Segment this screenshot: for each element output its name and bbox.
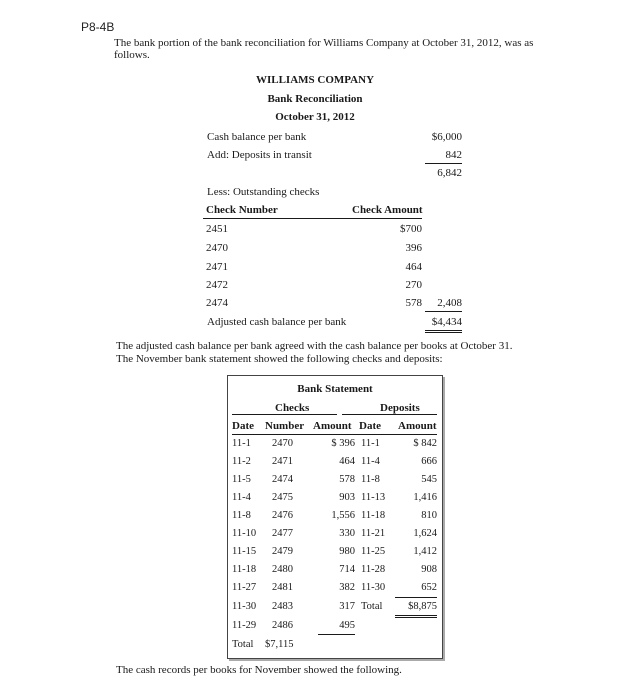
subtotal-rule [425, 163, 462, 164]
checks-total-value: $7,115 [265, 639, 294, 650]
row-amount: 714 [339, 564, 355, 575]
row-dep-amount: 908 [421, 564, 437, 575]
row-dep-amount: 1,412 [413, 546, 437, 557]
middle-line-2: The November bank statement showed the following checks and deposits: [116, 353, 443, 365]
deposits-group-header: Deposits [380, 402, 420, 414]
deposits-group-rule [342, 414, 437, 415]
row-amount: 330 [339, 528, 355, 539]
row-date: 11-4 [232, 492, 251, 503]
adjusted-balance-value: $4,434 [431, 316, 462, 328]
row-amount: 317 [339, 601, 355, 612]
col-dep-amount-header: Amount [398, 420, 437, 432]
check-amount: 578 [405, 297, 422, 309]
row-date: 11-8 [232, 510, 251, 521]
row-dep-date: 11-1 [361, 438, 380, 449]
deposits-label: Add: Deposits in transit [207, 149, 312, 161]
row-date: 11-10 [232, 528, 257, 539]
cash-per-bank-value: $6,000 [431, 131, 462, 143]
subtotal-value: 6,842 [437, 167, 462, 179]
recon-company: WILLIAMS COMPANY [255, 74, 375, 86]
check-number: 2471 [206, 261, 228, 273]
row-dep-date: 11-8 [361, 474, 380, 485]
row-dep-date: 11-13 [361, 492, 386, 503]
deposits-total-value: $8,875 [408, 601, 437, 612]
checks-total-value: 2,408 [437, 297, 462, 309]
row-amount: 464 [339, 456, 355, 467]
check-amount: $700 [400, 223, 422, 235]
row-date: 11-1 [232, 438, 251, 449]
row-dep-date: 11-18 [361, 510, 386, 521]
adjusted-rule-bottom [425, 332, 462, 333]
row-number: 2471 [272, 456, 293, 467]
row-amount: 382 [339, 582, 355, 593]
check-amount: 396 [405, 242, 422, 254]
row-amount: $ 396 [331, 438, 355, 449]
check-amount-header: Check Amount [352, 204, 423, 216]
row-dep-amount: 666 [421, 456, 437, 467]
row-dep-date: 11-30 [361, 582, 386, 593]
row-dep-amount: 652 [421, 582, 437, 593]
adjusted-balance-label: Adjusted cash balance per bank [207, 316, 347, 328]
checks-total-line [318, 634, 355, 635]
row-date: 11-18 [232, 564, 257, 575]
check-number-header: Check Number [206, 204, 278, 216]
check-number: 2470 [206, 242, 228, 254]
row-number: 2480 [272, 564, 293, 575]
row-dep-amount: 545 [421, 474, 437, 485]
row-dep-amount: 1,624 [413, 528, 437, 539]
middle-line-1: The adjusted cash balance per bank agreed with the cash balance per books at October 31. [116, 340, 513, 352]
checks-total-rule [425, 311, 462, 312]
col-amount-header: Amount [313, 420, 352, 432]
less-outstanding-label: Less: Outstanding checks [207, 186, 320, 198]
col-number-header: Number [265, 420, 305, 432]
row-number: 2470 [272, 438, 293, 449]
checks-header-rule [203, 218, 422, 219]
row-date: 11-2 [232, 456, 251, 467]
row-number: 2477 [272, 528, 293, 539]
adjusted-rule-top [425, 330, 462, 331]
row-dep-amount: 810 [421, 510, 437, 521]
column-header-rule [232, 434, 437, 435]
row-number: 2479 [272, 546, 293, 557]
row-dep-date: 11-21 [361, 528, 386, 539]
row-number: 2474 [272, 474, 293, 485]
deposits-total-double-rule-1 [395, 615, 437, 616]
check-number: 2474 [206, 297, 228, 309]
deposits-value: 842 [445, 149, 462, 161]
intro-line-2: follows. [114, 49, 150, 61]
row-dep-date: 11-4 [361, 456, 380, 467]
row-date: 11-15 [232, 546, 257, 557]
check-number: 2451 [206, 223, 228, 235]
col-dep-date-header: Date [359, 420, 381, 432]
deposits-total-label: Total [361, 601, 383, 612]
row-amount: 980 [339, 546, 355, 557]
row-number: 2476 [272, 510, 293, 521]
row-amount: 1,556 [331, 510, 355, 521]
row-date: 11-30 [232, 601, 257, 612]
footer-text: The cash records per books for November showed the following. [116, 664, 402, 676]
checks-group-header: Checks [275, 402, 310, 414]
intro-line-1: The bank portion of the bank reconciliation for Williams Company at October 31, 2012, was as [114, 37, 534, 49]
row-number: 2486 [272, 620, 293, 631]
row-amount: 903 [339, 492, 355, 503]
row-number: 2481 [272, 582, 293, 593]
check-amount: 270 [405, 279, 422, 291]
checks-group-rule [232, 414, 337, 415]
row-date: 11-5 [232, 474, 251, 485]
row-amount: 495 [339, 620, 355, 631]
check-amount: 464 [405, 261, 422, 273]
row-date: 11-27 [232, 582, 257, 593]
row-number: 2483 [272, 601, 293, 612]
deposits-total-rule [395, 597, 437, 598]
recon-date: October 31, 2012 [275, 111, 355, 123]
row-amount: 578 [339, 474, 355, 485]
deposits-total-double-rule-2 [395, 617, 437, 618]
row-dep-date: 11-28 [361, 564, 386, 575]
recon-title: Bank Reconciliation [267, 93, 363, 105]
row-date: 11-29 [232, 620, 257, 631]
row-dep-amount: 1,416 [413, 492, 437, 503]
row-dep-amount: $ 842 [413, 438, 437, 449]
statement-title: Bank Statement [297, 383, 373, 395]
check-number: 2472 [206, 279, 228, 291]
checks-total-label: Total [232, 639, 254, 650]
cash-per-bank-label: Cash balance per bank [207, 131, 307, 143]
col-date-header: Date [232, 420, 254, 432]
row-dep-date: 11-25 [361, 546, 386, 557]
problem-id: P8-4B [81, 20, 115, 34]
row-number: 2475 [272, 492, 293, 503]
